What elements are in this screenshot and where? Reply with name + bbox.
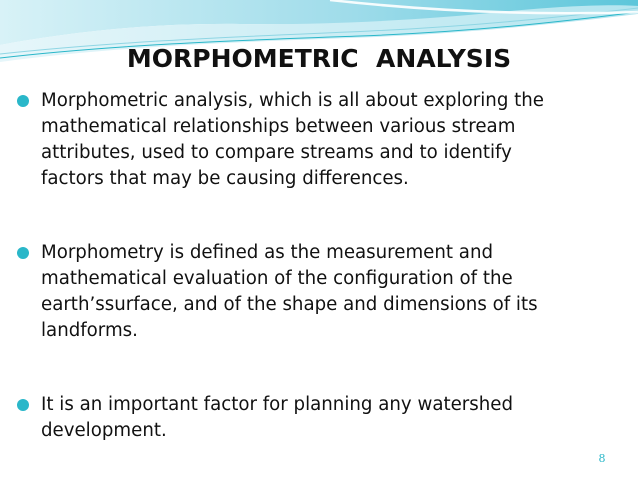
bullet-item: [16, 88, 576, 192]
bullet-item: [16, 392, 576, 444]
page-number: 8: [598, 452, 606, 465]
bullet-dot-icon: [17, 399, 29, 411]
slide-title: MORPHOMETRIC ANALYSIS: [126, 44, 512, 73]
bullet-text: Morphometric analysis, which is all about exploring the mathematical relationships between various stream attributes, used to compare streams and to identify factors that may be causing differences.: [41, 90, 544, 189]
bullet-item: [16, 240, 576, 344]
bullet-dot-icon: [17, 247, 29, 259]
bullet-text: Morphometry is defined as the measurement and mathematical evaluation of the configuration of the earth’ssurface, and of the shape and dimensions of its landforms.: [41, 242, 538, 341]
bullet-list: [16, 88, 576, 444]
bullet-text: It is an important factor for planning any watershed development.: [41, 394, 514, 441]
bullet-dot-icon: [17, 95, 29, 107]
